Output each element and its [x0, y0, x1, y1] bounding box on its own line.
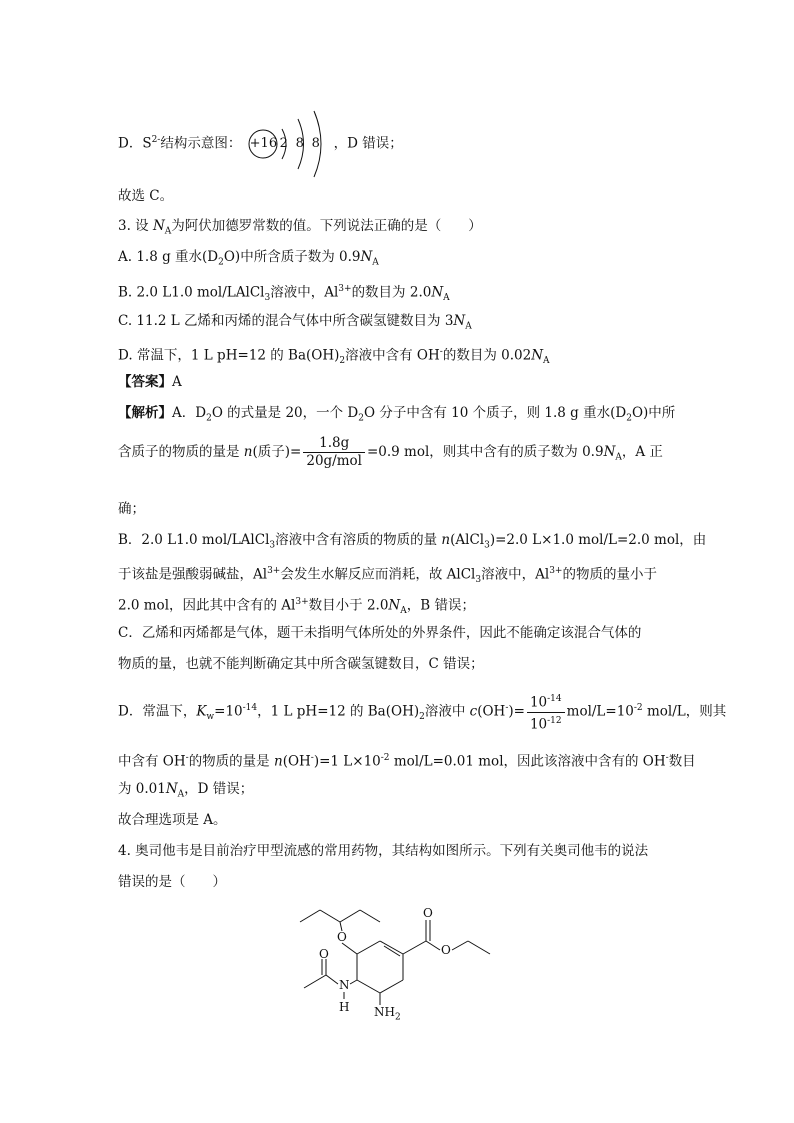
q3-analysis-c-line1: C．乙烯和丙烯都是气体，题干未指明气体所处的外界条件，因此不能确定该混合气体的	[118, 625, 642, 641]
amide-nitrogen-label: N	[339, 978, 350, 992]
shell-1-electrons: 2	[279, 136, 288, 151]
nucleus-charge: +16	[249, 136, 278, 151]
amine-label: $NH_2$	[374, 1005, 401, 1023]
q3-answer: 【答案】A	[118, 374, 182, 390]
q3-analysis-a-line2: 含质子的物质的量是 n(质子)= $\frac{1.8g}{\text{20g/mol}}$ =0.9 mol，则其中含有的质子数为 $0.9N_A$，A 正	[118, 435, 663, 469]
q3-analysis-b-line3: 2.0 mol，因此其中含有的 $Al^{3+}$数目小于 $2.0N_A$，B 错误；	[118, 597, 475, 617]
shell-2-electrons: 8	[295, 136, 304, 151]
q4-stem-line2: 错误的是（ ）	[118, 874, 226, 890]
q3-analysis-d-line2: 中含有 OH-的物质的量是 n(OH-)=1 $L\times 10^{-2}$ mol/L=0.01 mol，因此该溶液中含有的 OH-数目	[118, 753, 696, 770]
q3-option-c: C. 11.2 L 乙烯和丙烯的混合气体中所含碳氢键数目为 $3N_A$	[118, 313, 472, 332]
amide-hydrogen-label: H	[339, 1000, 350, 1014]
sulfur-ion-structure-diagram	[246, 109, 332, 179]
q3-stem: 3. 设 $N_A$为阿伏加德罗常数的值。下列说法正确的是（ ）	[118, 218, 482, 237]
q3-analysis-b-line1: B．2.0 L1.0 mol/LAlCl$_3$溶液中含有溶质的物质的量 n(AlCl$_3$)=2.0 L×1.0 mol/L=2.0 mol，由	[118, 532, 707, 551]
q3-analysis-c-line2: 物质的量，也就不能判断确定其中所含碳氢键数目，C 错误；	[118, 656, 484, 672]
carbonyl-oxygen-label: O	[423, 906, 433, 920]
q3-option-b: B. 2.0 L1.0 mol/LAlCl$_3$溶液中，$Al^{3+}$的数目为 $2.0N_A$	[118, 284, 450, 304]
q3-conclusion: 故合理选项是 A。	[118, 812, 227, 828]
q4-stem-line1: 4. 奥司他韦是目前治疗甲型流感的常用药物，其结构如图所示。下列有关奥司他韦的说法	[118, 843, 649, 859]
q3-option-d: D. 常温下，1 L pH=12 的 $Ba(OH)_2$溶液中含有 OH-的数目为 $0.02N_A$	[118, 347, 550, 367]
ester-oxygen-label: O	[441, 943, 451, 957]
q2-option-d: D．$S^{2-}$结构示意图： +16 2 8 8 ，D 错误；	[118, 131, 403, 153]
q3-option-a: A. 1.8 g 重水$(D_2O)$中所含质子数为 $0.9N_A$	[118, 249, 379, 268]
q3-analysis-a-line1: 【解析】A．$D_2O$ 的式量是 20，一个 $D_2O$ 分子中含有 10 个质子，则 1.8 g 重水$(D_2O)$中所	[118, 405, 676, 424]
q3-analysis-b-line2: 于该盐是强酸弱碱盐，$Al^{3+}$会发生水解反应而消耗，故 AlCl$_3$溶液中，$Al^{3+}$的物质的量小于	[118, 566, 657, 586]
q3-analysis-d-line3: 为 $0.01N_A$，D 错误；	[118, 781, 254, 800]
shell-3-electrons: 8	[311, 136, 320, 151]
oseltamivir-structure	[290, 895, 510, 1025]
q2-conclusion: 故选 C。	[118, 188, 174, 204]
fraction-proton-moles: $\frac{1.8g}{\text{20g/mol}}$	[303, 435, 365, 470]
ether-oxygen-label: O	[337, 930, 347, 944]
amide-oxygen-label: O	[319, 947, 329, 961]
q3-analysis-a-line3: 确；	[118, 501, 145, 517]
fraction-hydroxide-concentration: $\frac{10^{-14}}{10^{-12}}$	[527, 691, 565, 733]
q3-analysis-d-line1: D．常温下，$K_w=10^{-14}$，1 L pH=12 的 $Ba(OH)_2$溶液中 c(OH-)= $\frac{10^{-14}}{10^{-12}}$ mol/$L=10^{-2}$ mol/L，则其	[118, 699, 726, 726]
